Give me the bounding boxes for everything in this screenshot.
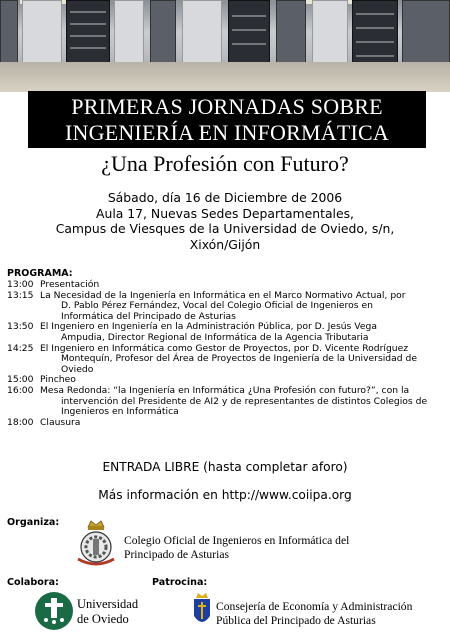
colabora-label: Colabora: (7, 577, 59, 588)
banner-image (0, 0, 450, 92)
subtitle: ¿Una Profesión con Futuro? (101, 151, 349, 176)
colabora-name (77, 597, 138, 627)
programa-time: 13:50 (7, 321, 34, 333)
coiipa-crest-logo (74, 519, 118, 567)
programa-time: 14:25 (7, 342, 34, 354)
universidad-oviedo-logo (34, 591, 74, 631)
programa-text: Ampudia, Director Regional de Informática de la Agencia Tributaria (61, 331, 369, 343)
programa-list (7, 280, 443, 428)
programa-time: 18:00 (7, 416, 34, 428)
programa-item (7, 291, 443, 323)
programa-text: Montequín, Profesor del Área de Proyectos de Ingeniería de la Universidad de (61, 353, 417, 365)
programa-text: El Ingeniero en Ingeniería en la Administración Pública, por D. Jesús Vega (40, 321, 377, 333)
event-campus: Campus de Viesques de la Universidad de Oviedo, s/n, (55, 221, 395, 236)
title-line-1: PRIMERAS JORNADAS SOBRE (71, 94, 383, 119)
programa-text: Mesa Redonda: “la Ingeniería en Informática ¿Una Profesión con futuro?”, con la (40, 384, 410, 396)
patrocina-name-line1: Consejería de Economía y Administración (216, 600, 413, 613)
event-city: Xixón/Gijón (189, 237, 261, 252)
programa-text: Presentación (40, 279, 100, 290)
patrocina-name (216, 600, 412, 628)
programa-text: La Necesidad de la Ingeniería en Informática en el Marco Normativo Actual, por (40, 289, 406, 301)
organiza-name (124, 534, 349, 562)
programa-text: El Ingeniero en Informática como Gestor de Proyectos, por D. Vicente Rodríguez (40, 342, 409, 354)
patrocina-name-line2: Pública del Principado de Asturias (216, 614, 376, 627)
programa-time: 15:00 (7, 374, 34, 386)
programa-text: Ingenieros en Informática (61, 406, 179, 418)
organiza-name-line2: Principado de Asturias (124, 548, 229, 561)
programa-text: Clausura (40, 416, 81, 428)
programa-item (7, 322, 443, 343)
programa-time: 13:15 (7, 289, 34, 301)
programa-item (7, 344, 443, 376)
event-venue: Aula 17, Nuevas Sedes Departamentales, (95, 206, 354, 221)
more-info-link[interactable]: Más información en http://www.coiipa.org (98, 488, 352, 502)
title-line-2: INGENIERÍA EN INFORMÁTICA (65, 120, 389, 145)
programa-heading: PROGRAMA: (7, 268, 73, 279)
organiza-name-line1: Colegio Oficial de Ingenieros en Informática del (124, 534, 350, 547)
event-date: Sábado, día 16 de Diciembre de 2006 (107, 190, 343, 205)
programa-text: Informática del Principado de Asturias (61, 310, 236, 322)
patrocina-label: Patrocina: (152, 577, 208, 588)
colabora-name-line1: Universidad (77, 597, 139, 611)
programa-item (7, 386, 443, 418)
programa-text: D. Pablo Pérez Fernández, Vocal del Colegio Oficial de Ingenieros en (61, 300, 373, 312)
organiza-label: Organiza: (7, 517, 60, 528)
programa-text: Oviedo (61, 363, 94, 375)
programa-time: 13:00 (7, 279, 34, 290)
title-banner (28, 91, 426, 148)
programa-text: Pincheo (40, 374, 76, 386)
programa-time: 16:00 (7, 384, 34, 396)
asturias-coat-of-arms (191, 592, 213, 630)
entrada-libre: ENTRADA LIBRE (hasta completar aforo) (102, 460, 348, 474)
colabora-name-line2: de Oviedo (77, 612, 129, 626)
programa-item (7, 418, 443, 429)
programa-text: intervención del Presidente de AI2 y de representantes de distintos Colegios de (61, 395, 428, 407)
